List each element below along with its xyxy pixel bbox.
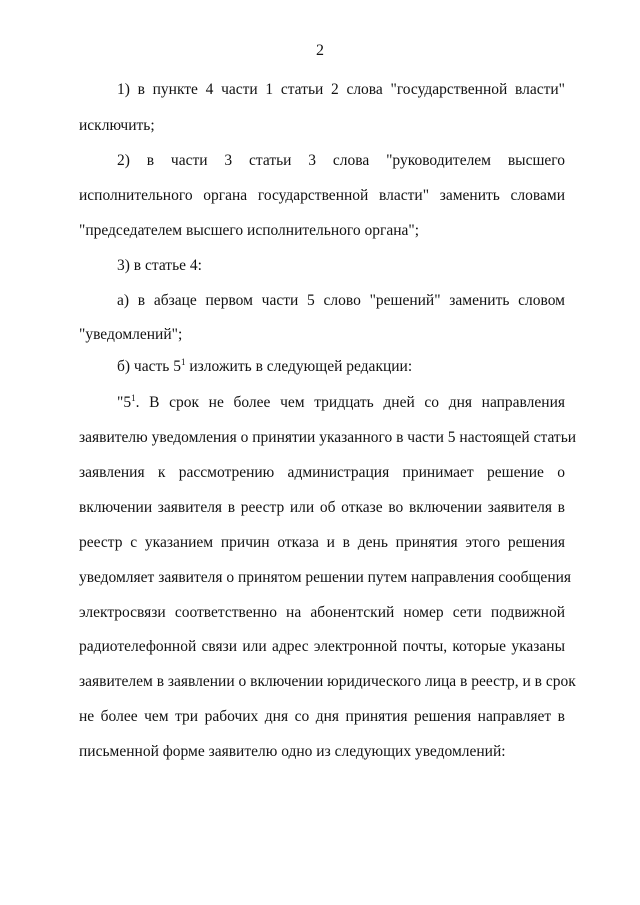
text-line: 2) в части 3 статьи 3 слова "руководителем высшего xyxy=(117,152,565,169)
text-line: не более чем три рабочих дня со дня принятия решения направляет в xyxy=(79,708,565,725)
text-line: заявителем в заявлении о включении юридического лица в реестр, и в срок xyxy=(79,673,576,690)
text-line: заявления к рассмотрению администрация принимает решение о xyxy=(79,464,565,481)
text-fragment: б) часть 5 xyxy=(117,358,181,375)
text-line: исполнительного органа государственной власти" заменить словами xyxy=(79,187,565,204)
text-line: исключить; xyxy=(79,117,155,134)
text-line: электросвязи соответственно на абонентский номер сети подвижной xyxy=(79,604,565,621)
text-line: заявителю уведомления о принятии указанного в части 5 настоящей статьи xyxy=(79,429,577,446)
text-line: уведомляет заявителя о принятом решении путем направления сообщения xyxy=(79,569,572,586)
superscript: 1 xyxy=(180,357,186,367)
text-line: радиотелефонной связи или адрес электронной почты, которые указаны xyxy=(79,638,565,655)
text-line xyxy=(117,357,565,377)
text-line: реестр с указанием причин отказа и в день принятия этого решения xyxy=(79,534,565,551)
text-line: "председателем высшего исполнительного органа"; xyxy=(79,222,420,239)
text-line: "уведомлений"; xyxy=(79,326,183,343)
text-line: а) в абзаце первом части 5 слово "решений" заменить словом xyxy=(117,292,565,309)
text-fragment: . В срок не более чем тридцать дней со дня направления xyxy=(135,394,565,411)
text-line: 1) в пункте 4 части 1 статьи 2 слова "государственной власти" xyxy=(117,81,565,98)
text-line: 3) в статье 4: xyxy=(117,257,202,274)
page-number: 2 xyxy=(316,42,324,59)
text-fragment: "5 xyxy=(117,394,132,411)
text-line: письменной форме заявителю одно из следующих уведомлений: xyxy=(79,743,506,760)
text-fragment: изложить в следующей редакции: xyxy=(185,358,413,375)
text-line xyxy=(117,393,565,413)
text-line: включении заявителя в реестр или об отказе во включении заявителя в xyxy=(79,499,565,516)
superscript: 1 xyxy=(131,393,136,403)
